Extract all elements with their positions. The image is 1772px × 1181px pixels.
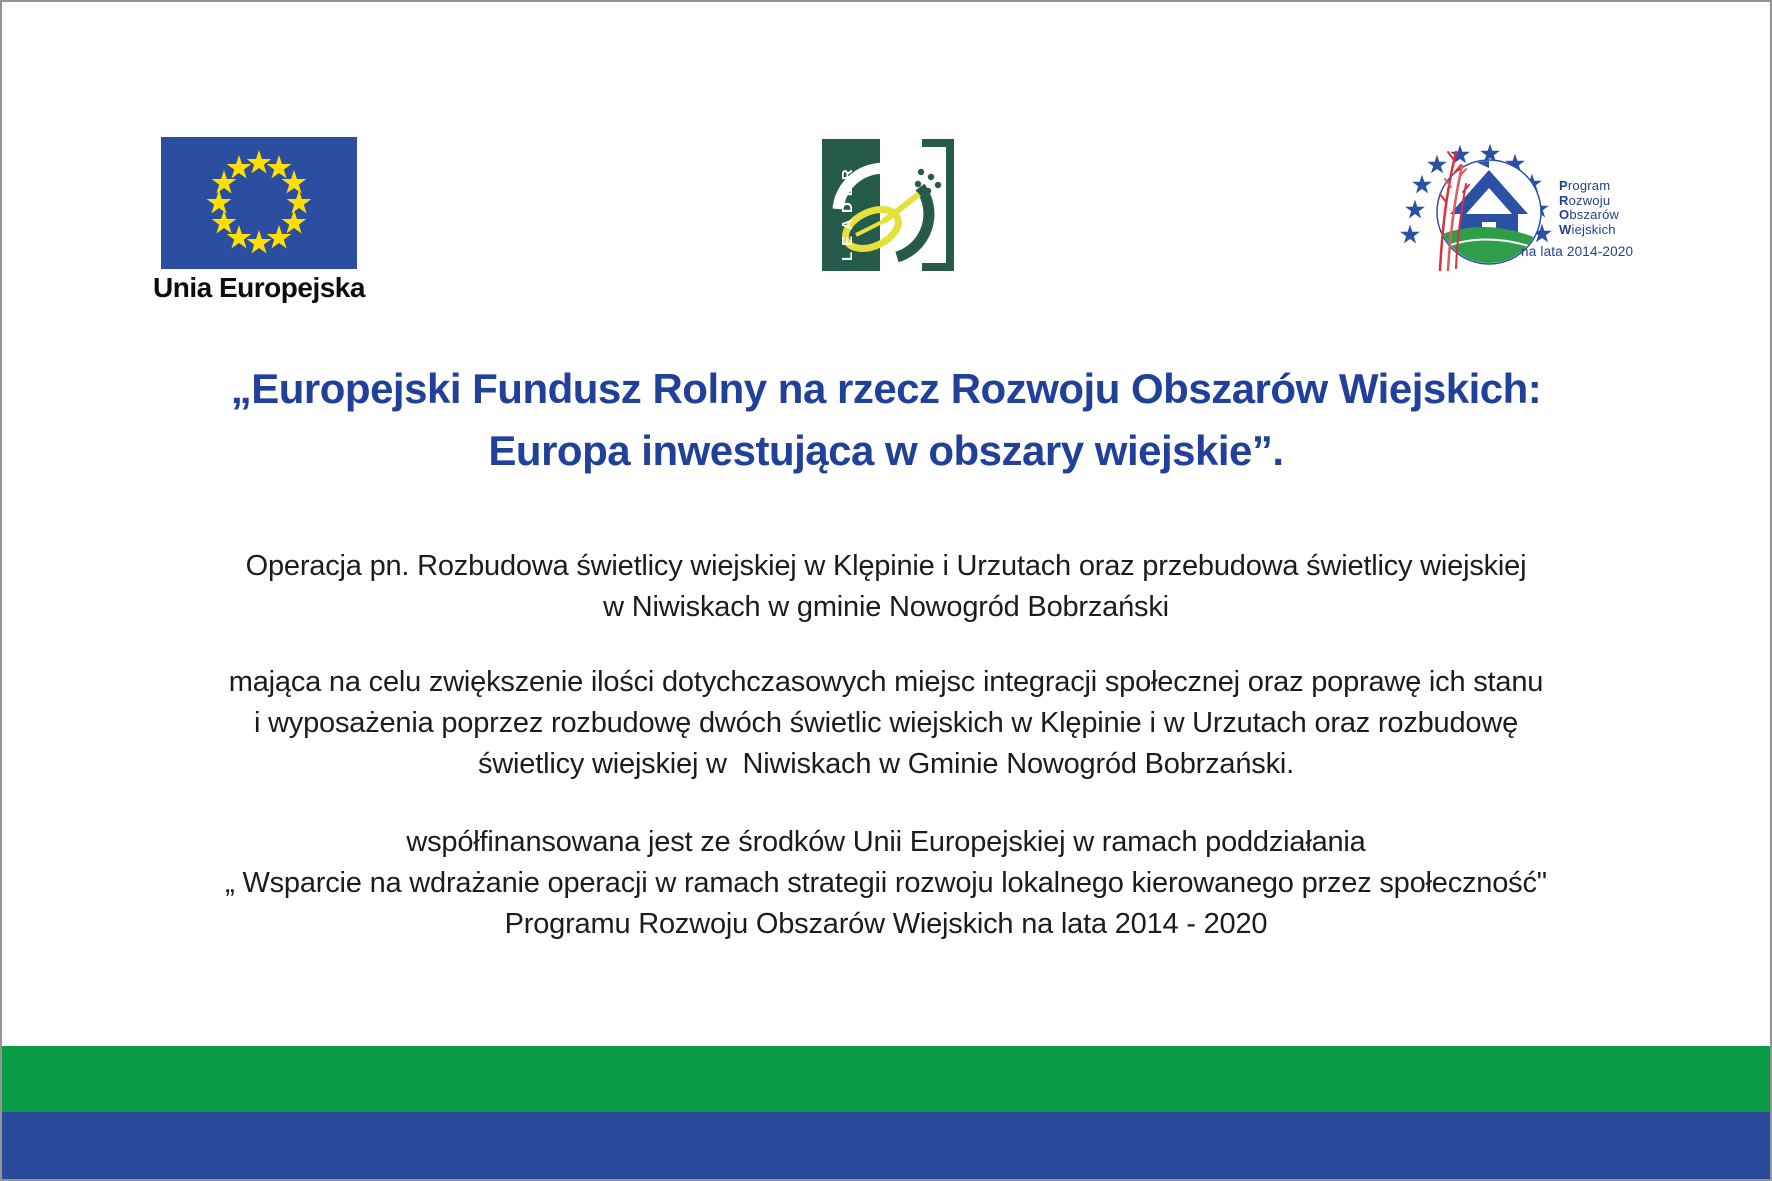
paragraph-line: współfinansowana jest ze środków Unii Europejskiej w ramach poddziałania (406, 826, 1366, 858)
prow-title-line: Rozwoju (1559, 192, 1611, 208)
eu-flag-icon (161, 137, 357, 269)
paragraph-line: świetlicy wiejskiej w Niwiskach w Gminie Nowogród Bobrzański. (478, 748, 1294, 780)
prow-title (1559, 179, 1619, 237)
stripe-green (2, 1046, 1770, 1112)
paragraph-operation (2, 546, 1770, 628)
paragraph-goal (2, 662, 1770, 785)
paragraph-line: mająca na celu zwiększenie ilości dotychczasowych miejsc integracji społecznej oraz poprawę ich stanu (228, 666, 1544, 698)
prow-title-line: Program (1559, 178, 1611, 193)
headline-line-2: Europa inwestująca w obszary wiejskie”. (488, 427, 1284, 474)
prow-title-line: Obszarów (1559, 207, 1620, 222)
eu-flag-caption: Unia Europejska (153, 272, 365, 303)
prow-title-line: Wiejskich (1559, 221, 1616, 237)
eu-logo (149, 137, 369, 304)
prow-subtitle: na lata 2014-2020 (1521, 244, 1634, 259)
headline (2, 358, 1770, 482)
headline-line-1: „Europejski Fundusz Rolny na rzecz Rozwoju Obszarów Wiejskich: (230, 365, 1542, 412)
stripe-blue (2, 1112, 1770, 1179)
leader-logo (822, 139, 954, 271)
paragraph-funding (2, 822, 1770, 945)
paragraph-line: i wyposażenia poprzez rozbudowę dwóch świetlic wiejskich w Klępinie i w Urzutach oraz rozbudowę (253, 707, 1519, 739)
leader-logo-icon (822, 139, 954, 271)
paragraph-line: Operacja pn. Rozbudowa świetlicy wiejskiej w Klępinie i Urzutach oraz przebudowa świetlicy wiejskiej (245, 550, 1527, 582)
prow-logo-icon (1397, 132, 1557, 282)
paragraph-line: Programu Rozwoju Obszarów Wiejskich na lata 2014 - 2020 (504, 908, 1268, 940)
leader-wordmark: LEADER (839, 163, 856, 261)
paragraph-line: „ Wsparcie na wdrażanie operacji w ramach strategii rozwoju lokalnego kierowanego przez społeczność" (225, 867, 1547, 899)
paragraph-line: w Niwiskach w gminie Nowogród Bobrzański (603, 591, 1169, 623)
